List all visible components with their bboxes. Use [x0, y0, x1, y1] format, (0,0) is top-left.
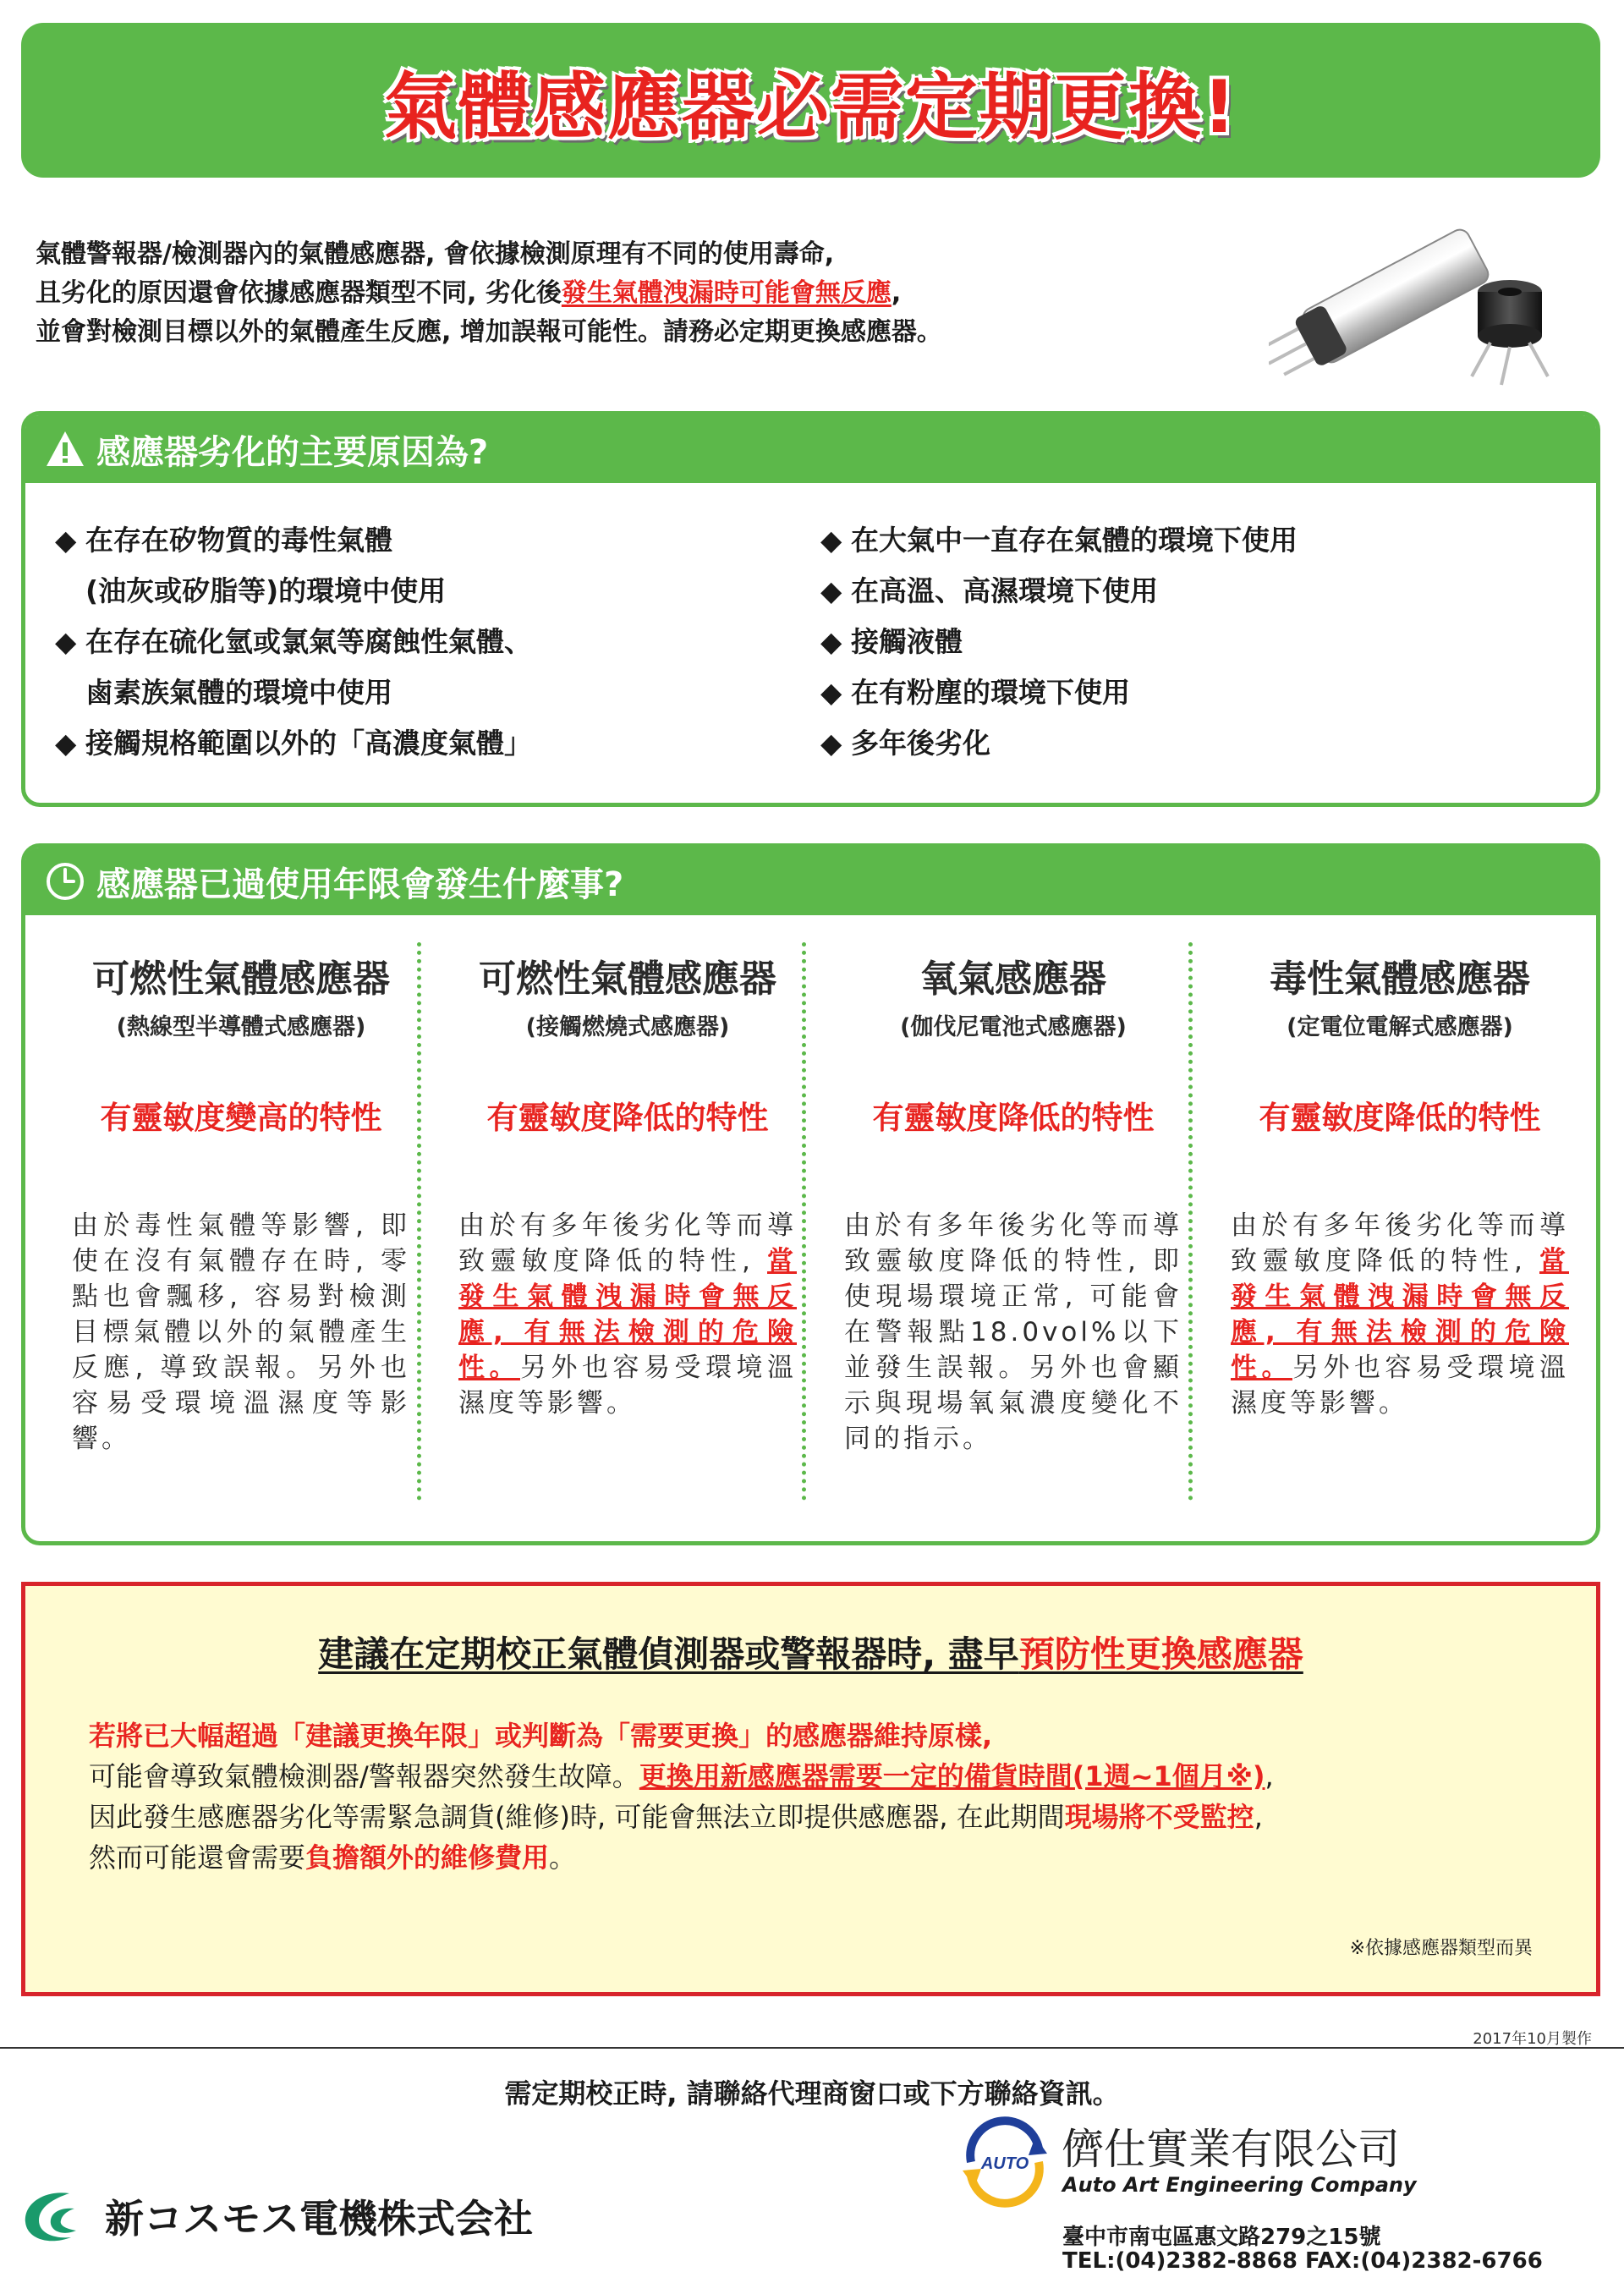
sensor-column: [1222, 956, 1577, 1421]
list-item: ◆ 多年後劣化: [820, 718, 1582, 769]
new-cosmos-company: [19, 2187, 533, 2246]
diamond-bullet-icon: ◆: [820, 524, 842, 557]
sensor-type: (伽伐尼電池式感應器): [900, 1014, 1127, 1040]
sensor-description: 由於有多年後劣化等而導致靈敏度降低的特性, 當發生氣體洩漏時會無反應, 有無法檢測的危險性。另外也容易受環境溫濕度等影響。: [1231, 1210, 1569, 1419]
list-item: ◆ 接觸液體: [820, 617, 1582, 667]
list-item: ◆ 在高溫、高濕環境下使用: [820, 566, 1582, 617]
footer-divider: [0, 2047, 1624, 2049]
intro-line: 且劣化的原因還會依據感應器類型不同, 劣化後發生氣體洩漏時可能會無反應,: [36, 278, 902, 308]
causes-right-column: [820, 515, 1582, 769]
diamond-bullet-icon: ◆: [820, 676, 842, 709]
list-item: ◆ 在存在矽物質的毒性氣體 (油灰或矽脂等)的環境中使用: [55, 515, 816, 617]
list-item: ◆ 在大氣中一直存在氣體的環境下使用: [820, 515, 1582, 566]
intro-highlight: 發生氣體洩漏時可能會無反應: [561, 278, 892, 308]
auto-company-phone: TEL:(04)2382-8868 FAX:(04)2382-6766: [1062, 2248, 1543, 2272]
sensor-description: 由於有多年後劣化等而導致靈敏度降低的特性, 當發生氣體洩漏時會無反應, 有無法檢測的危險性。另外也容易受環境溫濕度等影響。: [458, 1210, 797, 1419]
sensor-column: [63, 956, 419, 1457]
list-item: ◆ 接觸規格範圍以外的「高濃度氣體」: [55, 718, 816, 769]
diamond-bullet-icon: ◆: [55, 524, 77, 557]
sensor-name: 可燃性氣體感應器: [479, 958, 776, 1001]
advice-box: [21, 1582, 1600, 1996]
advice-line: 因此發生感應器劣化等需緊急調貨(維修)時, 可能會無法立即提供感應器, 在此期間現場將不受監控,: [89, 1801, 1263, 1833]
diamond-bullet-icon: ◆: [820, 574, 842, 607]
warning-icon: [44, 428, 86, 470]
title-banner: [21, 23, 1600, 178]
expired-heading: 感應器已過使用年限會發生什麼事?: [96, 864, 624, 904]
contact-note: 需定期校正時, 請聯絡代理商窗口或下方聯絡資訊。: [504, 2077, 1120, 2110]
auto-company-name-cn: 儕仕實業有限公司: [1062, 2125, 1400, 2174]
advice-line: 可能會導致氣體檢測器/警報器突然發生故障。更換用新感應器需要一定的備貨時間(1週~1個月※),: [89, 1760, 1274, 1792]
column-divider: [802, 942, 806, 1501]
advice-line: 然而可能還會需要負擔額外的維修費用。: [89, 1841, 577, 1874]
list-item: ◆ 在存在硫化氫或氯氣等腐蝕性氣體、 鹵素族氣體的環境中使用: [55, 617, 816, 718]
auto-logo-icon: [954, 2111, 1056, 2213]
diamond-bullet-icon: ◆: [820, 727, 842, 760]
advice-line: 若將已大幅超過「建議更換年限」或判斷為「需要更換」的感應器維持原樣,: [89, 1720, 993, 1752]
causes-left-column: [55, 515, 816, 769]
new-cosmos-logo-icon: [19, 2187, 83, 2246]
sensor-column: [836, 956, 1191, 1457]
column-divider: [1188, 942, 1193, 1501]
clock-icon: [44, 860, 86, 903]
svg-text:AUTO: AUTO: [980, 2154, 1029, 2173]
advice-title: 建議在定期校正氣體偵測器或警報器時, 盡早預防性更換感應器: [318, 1633, 1303, 1675]
sensor-name: 氧氣感應器: [920, 958, 1106, 1001]
production-date: 2017年10月製作: [1473, 2030, 1592, 2048]
intro-text: [36, 235, 1220, 352]
advice-footnote: ※依據感應器類型而異: [1349, 1938, 1533, 1959]
new-cosmos-name: 新コスモス電機株式会社: [105, 2196, 533, 2242]
column-divider: [417, 942, 421, 1501]
sensor-name: 可燃性氣體感應器: [92, 958, 390, 1001]
intro-line: 並會對檢測目標以外的氣體產生反應, 增加誤報可能性。請務必定期更換感應器。: [36, 317, 942, 347]
sensor-illustration: [1269, 195, 1590, 389]
sensor-trait: 有靈敏度降低的特性: [486, 1100, 769, 1136]
sensor-trait: 有靈敏度變高的特性: [100, 1100, 382, 1136]
expired-section: [21, 843, 1600, 1545]
sensor-trait: 有靈敏度降低的特性: [872, 1100, 1155, 1136]
diamond-bullet-icon: ◆: [55, 625, 77, 658]
sensor-type: (定電位電解式感應器): [1287, 1014, 1513, 1040]
list-item: ◆ 在有粉塵的環境下使用: [820, 667, 1582, 718]
diamond-bullet-icon: ◆: [820, 625, 842, 658]
expired-header: [25, 848, 1596, 915]
sensor-name: 毒性氣體感應器: [1270, 958, 1530, 1001]
sensor-description: 由於毒性氣體等影響, 即使在沒有氣體存在時, 零點也會飄移, 容易對檢測目標氣體以外的氣體產生反應, 導致誤報。另外也容易受環境溫濕度等影響。: [72, 1210, 410, 1454]
intro-line: 氣體警報器/檢測器內的氣體感應器, 會依據檢測原理有不同的使用壽命,: [36, 239, 835, 269]
sensor-column: [450, 956, 805, 1421]
causes-heading: 感應器劣化的主要原因為?: [96, 432, 489, 472]
sensor-type: (熱線型半導體式感應器): [116, 1014, 366, 1040]
sensor-description: 由於有多年後劣化等而導致靈敏度降低的特性, 即使現場環境正常, 可能會在警報點18.0vol%以下並發生誤報。另外也會顯示與現場氧氣濃度變化不同的指示。: [844, 1210, 1182, 1454]
causes-section: [21, 411, 1600, 807]
auto-company-address: 臺中市南屯區惠文路279之15號: [1062, 2225, 1381, 2250]
sensor-type: (接觸燃燒式感應器): [525, 1014, 730, 1040]
causes-header: [25, 415, 1596, 483]
sensor-trait: 有靈敏度降低的特性: [1259, 1100, 1541, 1136]
diamond-bullet-icon: ◆: [55, 727, 77, 760]
advice-body: [89, 1715, 1544, 1878]
page-title: 氣體感應器必需定期更換!: [383, 64, 1238, 150]
auto-company-name-en: Auto Art Engineering Company: [1062, 2173, 1417, 2197]
